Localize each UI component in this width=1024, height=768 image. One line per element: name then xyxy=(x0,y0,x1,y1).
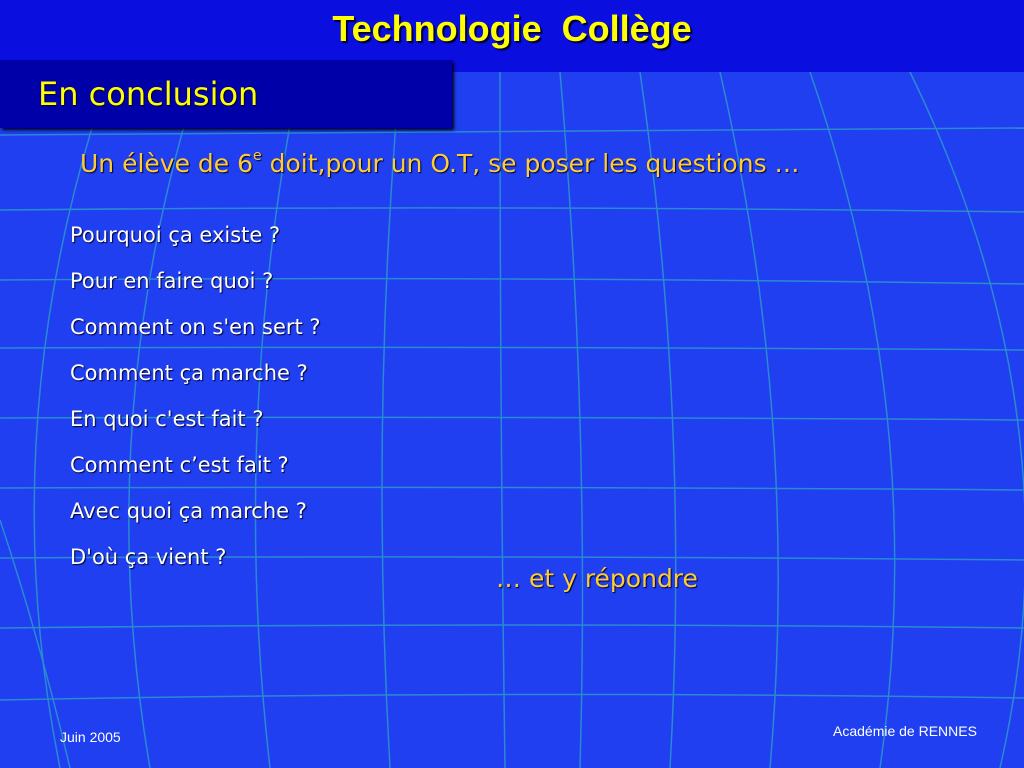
question-item: En quoi c'est fait ? xyxy=(70,407,264,431)
question-item: D'où ça vient ? xyxy=(70,545,227,569)
question-item: Avec quoi ça marche ? xyxy=(70,499,307,523)
question-item: Pour en faire quoi ? xyxy=(70,269,274,293)
question-list xyxy=(70,222,321,590)
question-item: Comment ça marche ? xyxy=(70,361,308,385)
section-title: En conclusion xyxy=(38,75,259,113)
section-header-box xyxy=(0,60,452,128)
question-item: Comment on s'en sert ? xyxy=(70,315,321,339)
footer-academy: Académie de RENNES xyxy=(833,723,977,739)
intro-superscript: e xyxy=(253,148,262,164)
slide-title: Technologie Collège xyxy=(332,8,692,49)
intro-sentence xyxy=(80,148,800,178)
question-item: Pourquoi ça existe ? xyxy=(70,223,281,247)
intro-text-after: doit,pour un O.T, se poser les questions … xyxy=(261,149,800,178)
question-item: Comment c’est fait ? xyxy=(70,453,289,477)
footer-date: Juin 2005 xyxy=(60,729,121,745)
intro-text-before: Un élève de 6 xyxy=(80,149,254,178)
conclusion-text: … et y répondre xyxy=(496,564,698,593)
